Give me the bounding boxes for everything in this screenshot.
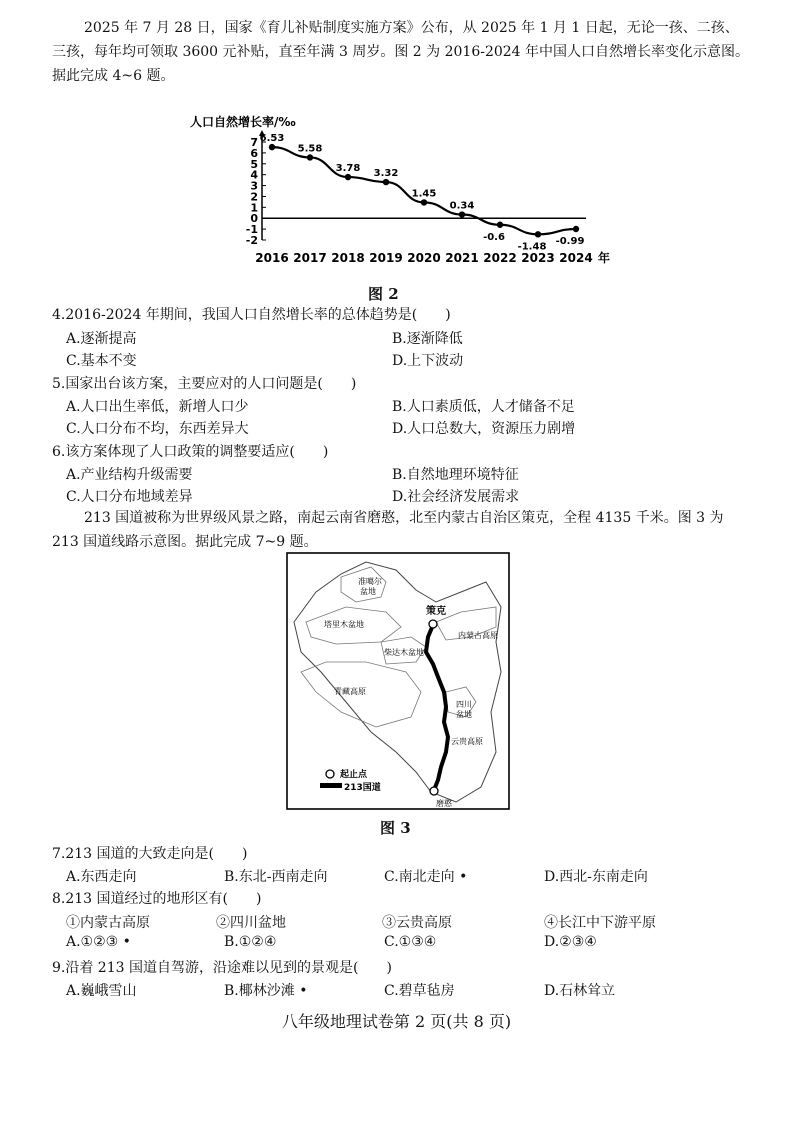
junggar-label-1: 准噶尔	[358, 577, 382, 586]
mohan-label: 磨憨	[436, 799, 452, 808]
q7-option-c: C.南北走向 •	[384, 869, 468, 885]
q8-option-c: C.①③④	[384, 934, 437, 950]
sichuan-label-2: 盆地	[456, 710, 472, 719]
chart-x-tick-label: 2018	[331, 251, 365, 265]
ceke-endpoint-icon	[429, 620, 437, 628]
chart-y-tick-label: 0	[250, 212, 258, 226]
chart-data-label: 6.53	[259, 133, 285, 145]
q8-option-a: A.①②③ •	[66, 934, 131, 950]
chart-data-point	[497, 222, 503, 228]
figure-3-caption: 图 3	[380, 819, 411, 837]
intro-paragraph-1: 2025 年 7 月 28 日，国家《育儿补贴制度实施方案》公布，从 2025 年 1 月 1 日起，无论一孩、二孩、三孩，每年均可领取 3600 元补贴，直至年满 3 周岁。图 2 为 2016-2024 年中国人口自然增长率变化示意图。据此完成 4~6 题。	[52, 20, 750, 84]
legend-road-icon	[320, 783, 342, 788]
q8-item-2: ②四川盆地	[216, 915, 286, 931]
chart-data-point	[383, 179, 389, 185]
chart-x-tick-label: 2019	[369, 251, 403, 265]
question-9-stem: 9.沿着 213 国道自驾游，沿途难以见到的景观是( )	[52, 960, 392, 976]
chart-data-point	[421, 199, 427, 205]
question-6-stem: 6.该方案体现了人口政策的调整要适应( )	[52, 444, 329, 460]
tarim-label: 塔里木盆地	[324, 620, 364, 629]
chart-y-tick-label: 6	[250, 146, 258, 160]
route-213-map	[286, 552, 510, 810]
ceke-label: 策克	[426, 606, 446, 617]
q4-option-a: A.逐渐提高	[66, 331, 137, 347]
chart-y-tick-label: 4	[250, 168, 258, 182]
chart-y-tick-label: 7	[250, 136, 258, 149]
intro-paragraph-2: 213 国道被称为世界级风景之路，南起云南省磨憨，北至内蒙古自治区策克，全程 4135 千米。图 3 为 213 国道线路示意图。据此完成 7~9 题。	[52, 510, 724, 550]
chart-y-tick-label: -1	[245, 223, 258, 237]
q6-option-a: A.产业结构升级需要	[66, 467, 193, 483]
chart-data-point	[307, 154, 313, 160]
q8-item-3: ③云贵高原	[382, 915, 452, 931]
chart-data-label: -0.99	[555, 236, 585, 248]
question-4-stem: 4.2016-2024 年期间，我国人口自然增长率的总体趋势是( )	[52, 307, 451, 323]
chart-x-unit-label: 年	[598, 251, 611, 265]
yungui-label: 云贵高原	[451, 737, 483, 746]
q5-option-c: C.人口分布不均，东西差异大	[66, 421, 249, 437]
junggar-label-2: 盆地	[360, 587, 376, 596]
q4-option-b: B.逐渐降低	[392, 331, 463, 347]
chart-data-label: -0.6	[483, 231, 505, 243]
q5-option-b: B.人口素质低，人才储备不足	[392, 399, 575, 415]
q9-option-c: C.碧草毡房	[384, 983, 455, 999]
q4-option-c: C.基本不变	[66, 353, 137, 369]
q8-item-4: ④长江中下游平原	[544, 915, 656, 931]
chart-x-tick-label: 2020	[407, 251, 441, 265]
q6-option-b: B.自然地理环境特征	[392, 467, 519, 483]
chart-x-tick-label: 2017	[293, 251, 327, 265]
chart-data-label: 3.78	[335, 163, 361, 175]
q7-option-d: D.西北-东南走向	[544, 869, 648, 885]
chart-y-tick-label: 3	[250, 179, 258, 193]
chart-data-point	[269, 144, 275, 150]
chart-data-label: 5.58	[297, 143, 323, 155]
q8-option-b: B.①②④	[224, 934, 277, 950]
q7-option-b: B.东北-西南走向	[224, 869, 328, 885]
population-growth-chart	[180, 112, 620, 270]
q6-option-c: C.人口分布地域差异	[66, 489, 193, 505]
chart-data-label: 0.34	[449, 200, 475, 212]
q8-item-1: ①内蒙古高原	[66, 915, 150, 931]
q9-option-d: D.石林耸立	[544, 983, 616, 999]
chart-data-label: 3.32	[373, 168, 399, 180]
q5-option-d: D.人口总数大，资源压力剧增	[392, 421, 576, 437]
chart-y-axis-label: 人口自然增长率/‰	[190, 115, 296, 129]
question-8-stem: 8.213 国道经过的地形区有( )	[52, 891, 262, 907]
chart-x-tick-label: 2022	[483, 251, 517, 265]
q9-option-a: A.巍峨雪山	[66, 983, 137, 999]
chart-x-tick-label: 2021	[445, 251, 479, 265]
q7-option-a: A.东西走向	[66, 869, 137, 885]
figure-2-caption: 图 2	[368, 285, 399, 303]
chart-y-tick-label: 1	[250, 201, 258, 215]
q9-option-b: B.椰林沙滩 •	[224, 983, 308, 999]
qingzang-label: 青藏高原	[334, 687, 366, 696]
chart-x-tick-label: 2016	[255, 251, 289, 265]
chart-y-tick-label: 2	[250, 190, 258, 204]
qaidam-label: 柴达木盆地	[384, 648, 424, 657]
chart-y-tick-label: 5	[250, 157, 258, 171]
chart-data-point	[345, 174, 351, 180]
neimeng-label: 内蒙古高原	[458, 631, 498, 640]
chart-data-point	[573, 226, 579, 232]
mohan-endpoint-icon	[430, 787, 438, 795]
q5-option-a: A.人口出生率低，新增人口少	[66, 399, 249, 415]
q6-option-d: D.社会经济发展需求	[392, 489, 520, 505]
q4-option-d: D.上下波动	[392, 353, 464, 369]
q8-option-d: D.②③④	[544, 934, 597, 950]
question-5-stem: 5.国家出台该方案，主要应对的人口问题是( )	[52, 376, 357, 392]
chart-data-label: -1.48	[517, 241, 547, 253]
question-7-stem: 7.213 国道的大致走向是( )	[52, 846, 248, 862]
legend-road-label: 213国道	[344, 783, 381, 793]
chart-data-label: 1.45	[411, 188, 437, 200]
legend-point-icon	[326, 770, 334, 778]
chart-x-tick-label: 2023	[521, 251, 555, 265]
chart-y-tick-label: -2	[245, 234, 258, 247]
legend-point-label: 起止点	[340, 770, 368, 780]
page-footer: 八年级地理试卷第 2 页(共 8 页)	[281, 1012, 512, 1031]
sichuan-label-1: 四川	[456, 700, 472, 709]
chart-data-point	[459, 211, 465, 217]
chart-data-point	[535, 231, 541, 237]
chart-x-tick-label: 2024	[559, 251, 593, 265]
